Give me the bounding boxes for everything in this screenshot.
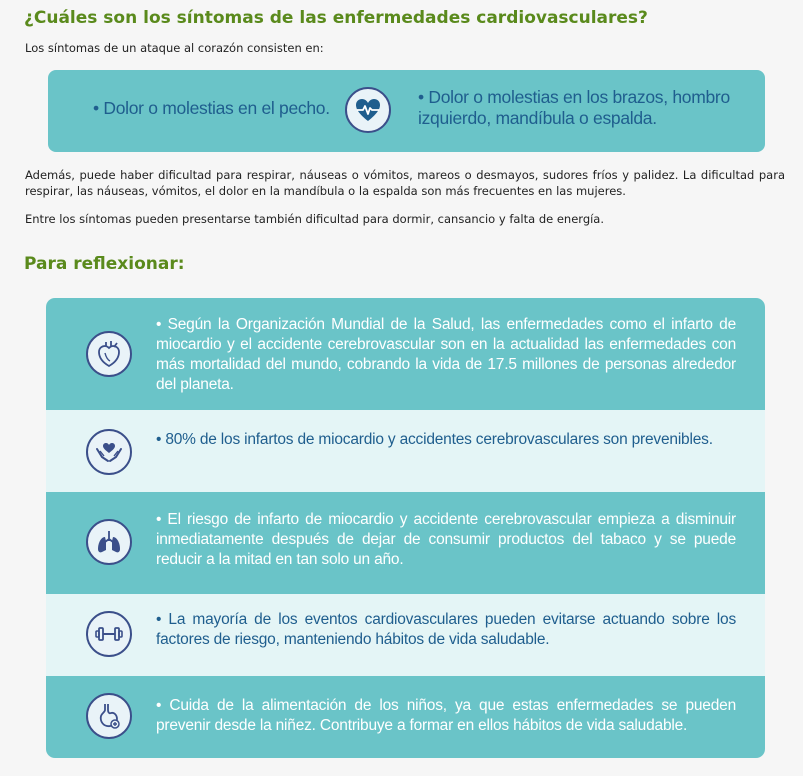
dumbbell-icon [86,611,132,657]
symptom-arms: • Dolor o molestias en los brazos, hombro izquierdo, mandíbula o espalda. [418,87,730,128]
reflection-item [46,410,765,492]
symptoms-box [48,70,765,152]
symptoms-paragraph-2: Entre los síntomas pueden presentarse también dificultad para dormir, cansancio y falta de energía. [25,212,605,226]
anatomical-heart-icon [86,331,132,377]
reflection-text: • Según la Organización Mundial de la Salud, las enfermedades como el infarto de miocardio y el accidente cerebrovascular son en la actualidad las enfermedades con más mortalidad del mundo, cobrando la vida de 17.5 millones de personas alrededor del planeta. [156,316,736,393]
heart-pulse-icon [345,87,391,133]
reflection-text: • 80% de los infartos de miocardio y accidentes cerebrovasculares son prevenibles. [156,431,713,448]
reflection-item [46,298,765,410]
stomach-icon [86,693,132,739]
reflection-text: • El riesgo de infarto de miocardio y accidente cerebrovascular empieza a disminuir inmediatamente después de dejar de consumir productos del tabaco y se puede reducir a la mitad en tan solo un año. [156,511,736,568]
symptoms-intro: Los síntomas de un ataque al corazón consisten en: [25,41,324,55]
reflection-list [46,298,765,758]
reflection-text: • La mayoría de los eventos cardiovasculares pueden evitarse actuando sobre los factores de riesgo, manteniendo hábitos de vida saludable. [156,611,736,648]
symptom-chest: • Dolor o molestias en el pecho. [93,98,330,118]
section-title-reflect: Para reflexionar: [24,254,185,274]
section-title-symptoms: ¿Cuáles son los síntomas de las enfermedades cardiovasculares? [24,8,648,28]
symptoms-paragraph-1: Además, puede haber dificultad para respirar, náuseas o vómitos, mareos o desmayos, sudores fríos y palidez. La dificultad para respirar, las náuseas, vómitos, el dolor en la mandíbula o la espalda son más frecuentes en las mujeres. [25,168,785,198]
hands-heart-icon [86,429,132,475]
lungs-icon [86,519,132,565]
reflection-item [46,594,765,676]
reflection-text: • Cuida de la alimentación de los niños, ya que estas enfermedades se pueden prevenir desde la niñez. Contribuye a formar en ellos hábitos de vida saludable. [156,697,736,734]
reflection-item [46,492,765,594]
reflection-item [46,676,765,758]
